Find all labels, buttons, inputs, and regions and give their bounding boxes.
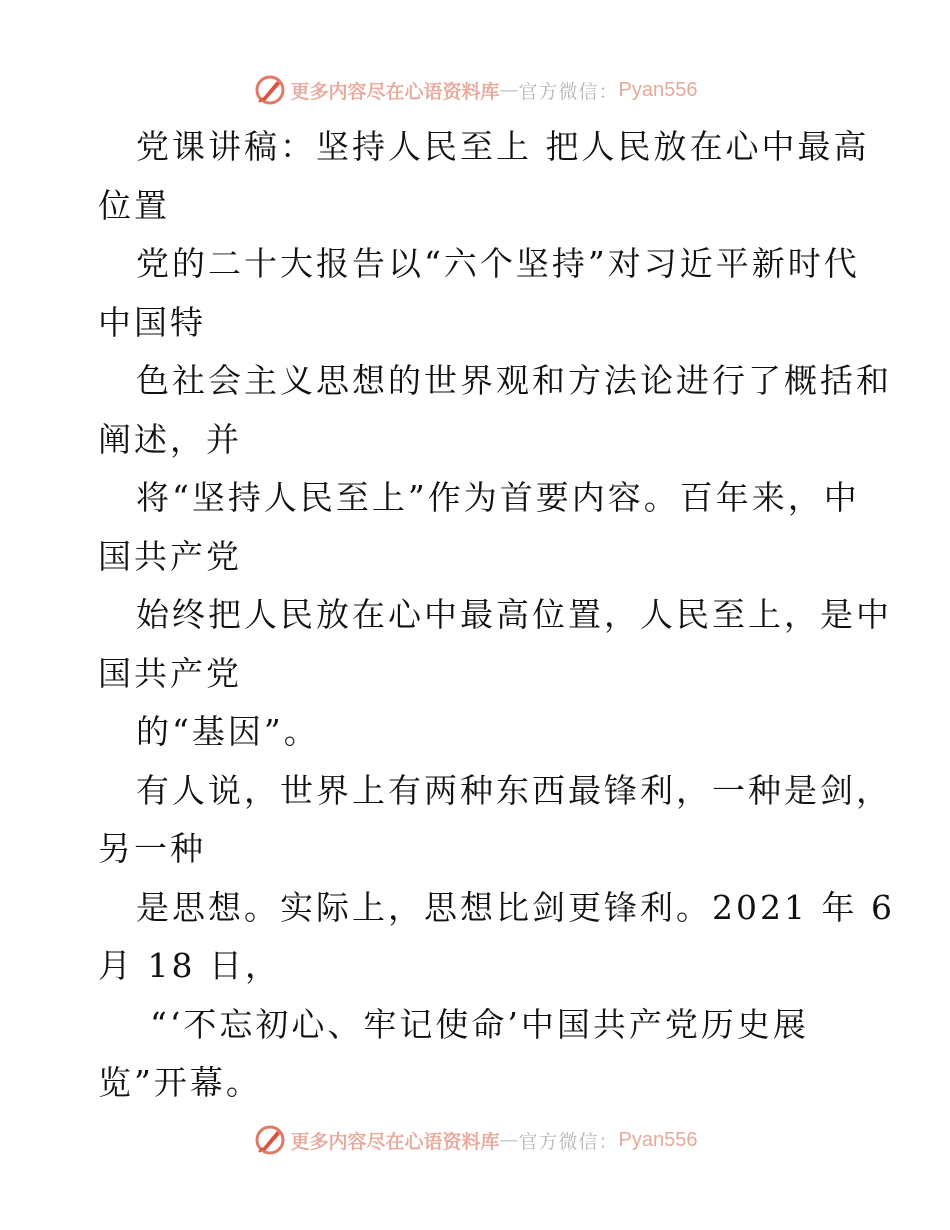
quill-logo-icon [253,73,287,107]
paragraph-line: 是思想。实际上，思想比剑更锋利。2021 年 6 [136,887,895,927]
paragraph-line: 将“坚持人民至上”作为首要内容。百年来，中 [136,478,860,517]
banner-official-text: 官方微信： [518,80,619,103]
paragraph-line: 党的二十大报告以“六个坚持”对习近平新时代 [136,244,860,283]
paragraph-line: 览”开幕。 [98,1063,262,1102]
paragraph-line: 的“基因”。 [136,712,320,751]
paragraph-line: 阐述，并 [98,419,242,459]
header-watermark-banner [0,70,950,110]
banner-wechat-id: Pyan556 [618,78,698,101]
banner-official-text: 官方微信： [518,1130,619,1153]
banner-dash: — [499,79,519,101]
paragraph-line: 国共产党 [98,653,242,693]
paragraph-line: 中国特 [98,302,206,342]
document-body [98,118,895,1113]
title-line-2: 位置 [98,185,170,225]
quill-logo-icon [253,1123,287,1157]
paragraph-line: 国共产党 [98,536,242,576]
banner-dash: — [499,1129,519,1151]
banner-wechat-id: Pyan556 [618,1128,698,1151]
paragraph-line: 始终把人民放在心中最高位置，人民至上，是中 [136,595,892,634]
paragraph-line: “‘不忘初心、牢记使命’中国共产党历史展 [150,1004,809,1044]
paragraph-line: 月 18 日， [98,946,281,985]
banner-brand-text: 更多内容尽在心语资料库 [290,80,500,103]
paragraph-line: 另一种 [98,829,206,868]
footer-watermark-banner [0,1120,950,1160]
title-line-1: 党课讲稿：坚持人民至上 把人民放在心中最高 [136,127,870,166]
paragraph-line: 色社会主义思想的世界观和方法论进行了概括和 [136,361,892,400]
paragraph-line: 有人说，世界上有两种东西最锋利，一种是剑， [136,770,892,810]
banner-brand-text: 更多内容尽在心语资料库 [290,1130,500,1153]
